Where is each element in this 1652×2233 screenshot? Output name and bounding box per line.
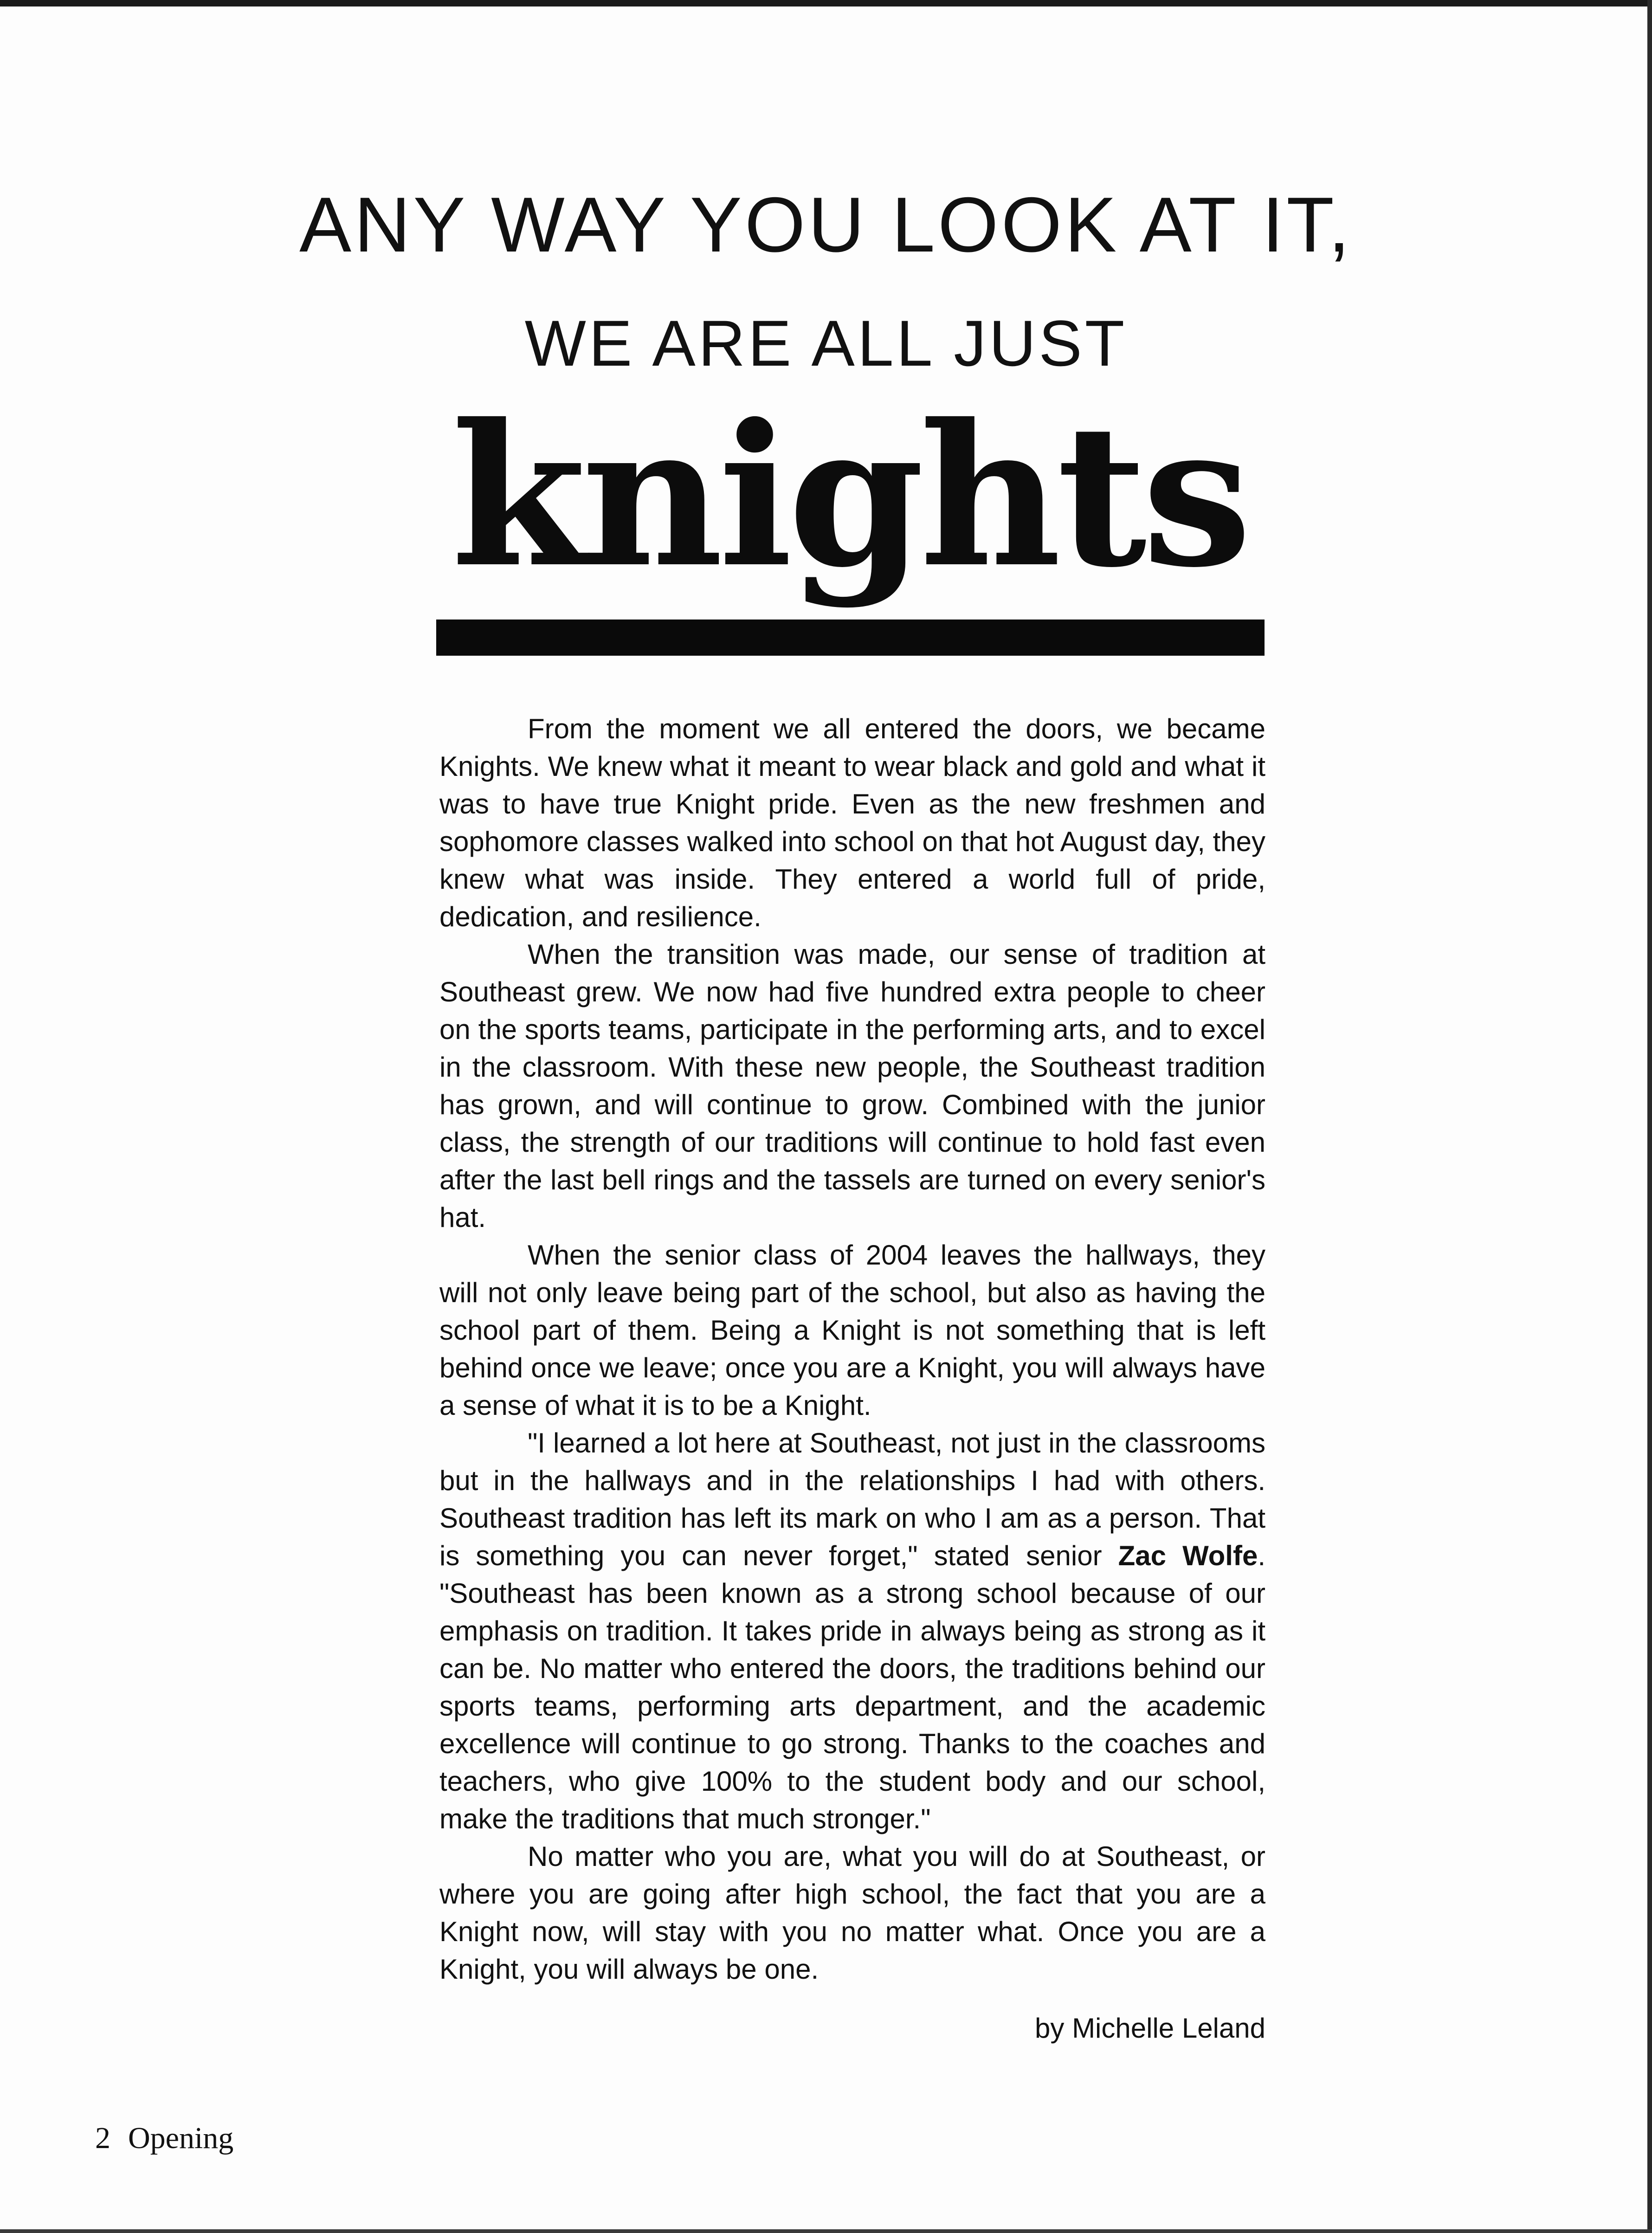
quote-text-end: . "Southeast has been known as a strong school because of our emphasis on tradition. It takes pride in always being as strong as it can be. No matter who entered the doors, the traditions behind our sports teams, performing arts department, and the academic excellence will continue to go strong. Thanks to the coaches and teachers, who give 100% to the student body and our school, make the traditions that much stronger." <box>439 1540 1265 1834</box>
article-paragraph-3: When the senior class of 2004 leaves the hallways, they will not only leave being part of the school, but also as having the school part of them. Being a Knight is not something that is left behind once we leave; once you are a Knight, you will always have a sense of what it is to be a Knight. <box>439 1239 1265 1421</box>
section-name: Opening <box>128 2121 234 2155</box>
scan-edge-bottom <box>0 2229 1652 2233</box>
page-footer <box>95 2123 233 2154</box>
quote-text-start: "I learned a lot here at Southeast, not just in the classrooms but in the hallways and in the relationships I had with others. Southeast tradition has left its mark on who I am as a person. That is something you can never forget," stated senior <box>439 1427 1265 1571</box>
article-paragraph-1: From the moment we all entered the doors, we became Knights. We knew what it meant to wear black and gold and what it was to have true Knight pride. Even as the new freshmen and sophomore classes walked into school on that hot August day, they knew what was inside. They entered a world full of pride, dedication, and resilience. <box>439 713 1265 932</box>
article-body <box>439 710 1265 1988</box>
quoted-person-name: Zac Wolfe <box>1118 1540 1258 1571</box>
heading-line-1: ANY WAY YOU LOOK AT IT, <box>299 181 1353 268</box>
scan-edge-top <box>0 0 1652 6</box>
heading-line-2: WE ARE ALL JUST <box>524 307 1128 380</box>
byline: by Michelle Leland <box>1035 2013 1265 2044</box>
article-paragraph-4 <box>439 1424 1265 1838</box>
page-number: 2 <box>95 2121 110 2155</box>
page-title: knights <box>451 382 1247 611</box>
title-underline-bar <box>436 620 1265 656</box>
article-paragraph-2: When the transition was made, our sense of tradition at Southeast grew. We now had five hundred extra people to cheer on the sports teams, participate in the performing arts, and to excel in the classroom. With these new people, the Southeast tradition has grown, and will continue to grow. Combined with the junior class, the strength of our traditions will continue to hold fast even after the last bell rings and the tassels are turned on every senior's hat. <box>439 939 1265 1233</box>
article-paragraph-5: No matter who you are, what you will do at Southeast, or where you are going after high school, the fact that you are a Knight now, will stay with you no matter what. Once you are a Knight, you will always be one. <box>439 1841 1265 1985</box>
